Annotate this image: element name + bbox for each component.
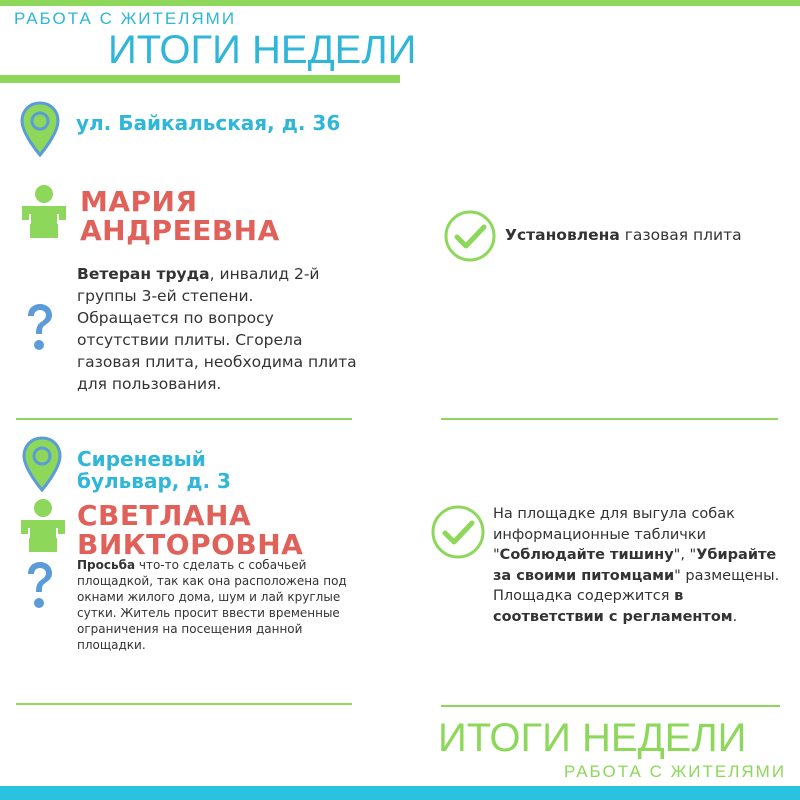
case1-address: ул. Байкальская, д. 36 <box>76 111 341 135</box>
divider-right-1 <box>441 418 778 420</box>
question-icon <box>24 302 56 354</box>
person-icon <box>18 184 70 240</box>
case1-person-name: МАРИЯ АНДРЕЕВНА <box>80 185 280 247</box>
divider-right-2 <box>441 705 780 707</box>
top-accent-bar <box>0 0 800 6</box>
footer-kicker: РАБОТА С ЖИТЕЛЯМИ <box>564 762 787 781</box>
location-pin-icon <box>20 101 60 157</box>
bottom-accent-bar <box>0 786 800 800</box>
case2-person-name: СВЕТЛАНА ВИКТОРОВНА <box>77 499 304 561</box>
case2-address: Сиреневый бульвар, д. 3 <box>77 447 231 493</box>
divider-left-1 <box>16 418 352 420</box>
page-title: ИТОГИ НЕДЕЛИ <box>108 28 417 72</box>
question-icon <box>24 560 56 612</box>
case1-result: Установлена газовая плита <box>505 226 742 244</box>
divider-left-2 <box>16 703 352 705</box>
check-circle-icon <box>443 209 497 263</box>
location-pin-icon <box>22 436 62 492</box>
header-kicker: РАБОТА С ЖИТЕЛЯМИ <box>14 9 237 28</box>
case2-description: Просьба что-то сделать с собачьей площадкой, так как она расположена под окнами жилого дома, шум и лай круглые сутки. Житель просит ввести временные ограничения на посещения данной площадки. <box>77 558 347 652</box>
check-circle-icon <box>430 504 486 560</box>
footer-title: ИТОГИ НЕДЕЛИ <box>438 716 747 760</box>
title-underline <box>0 75 400 83</box>
person-icon <box>17 498 69 554</box>
case1-description: Ветеран труда, инвалид 2-й группы 3-ей степени. Обращается по вопросу отсутствии плиты. Сгорела газовая плита, необходима плита для пользования. <box>77 265 357 393</box>
case2-result: На площадке для выгула собак информационные таблички "Соблюдайте тишину", "Убирайте за своими питомцами" размещены. Площадка содержится в соответствии с регламентом. <box>493 506 780 625</box>
